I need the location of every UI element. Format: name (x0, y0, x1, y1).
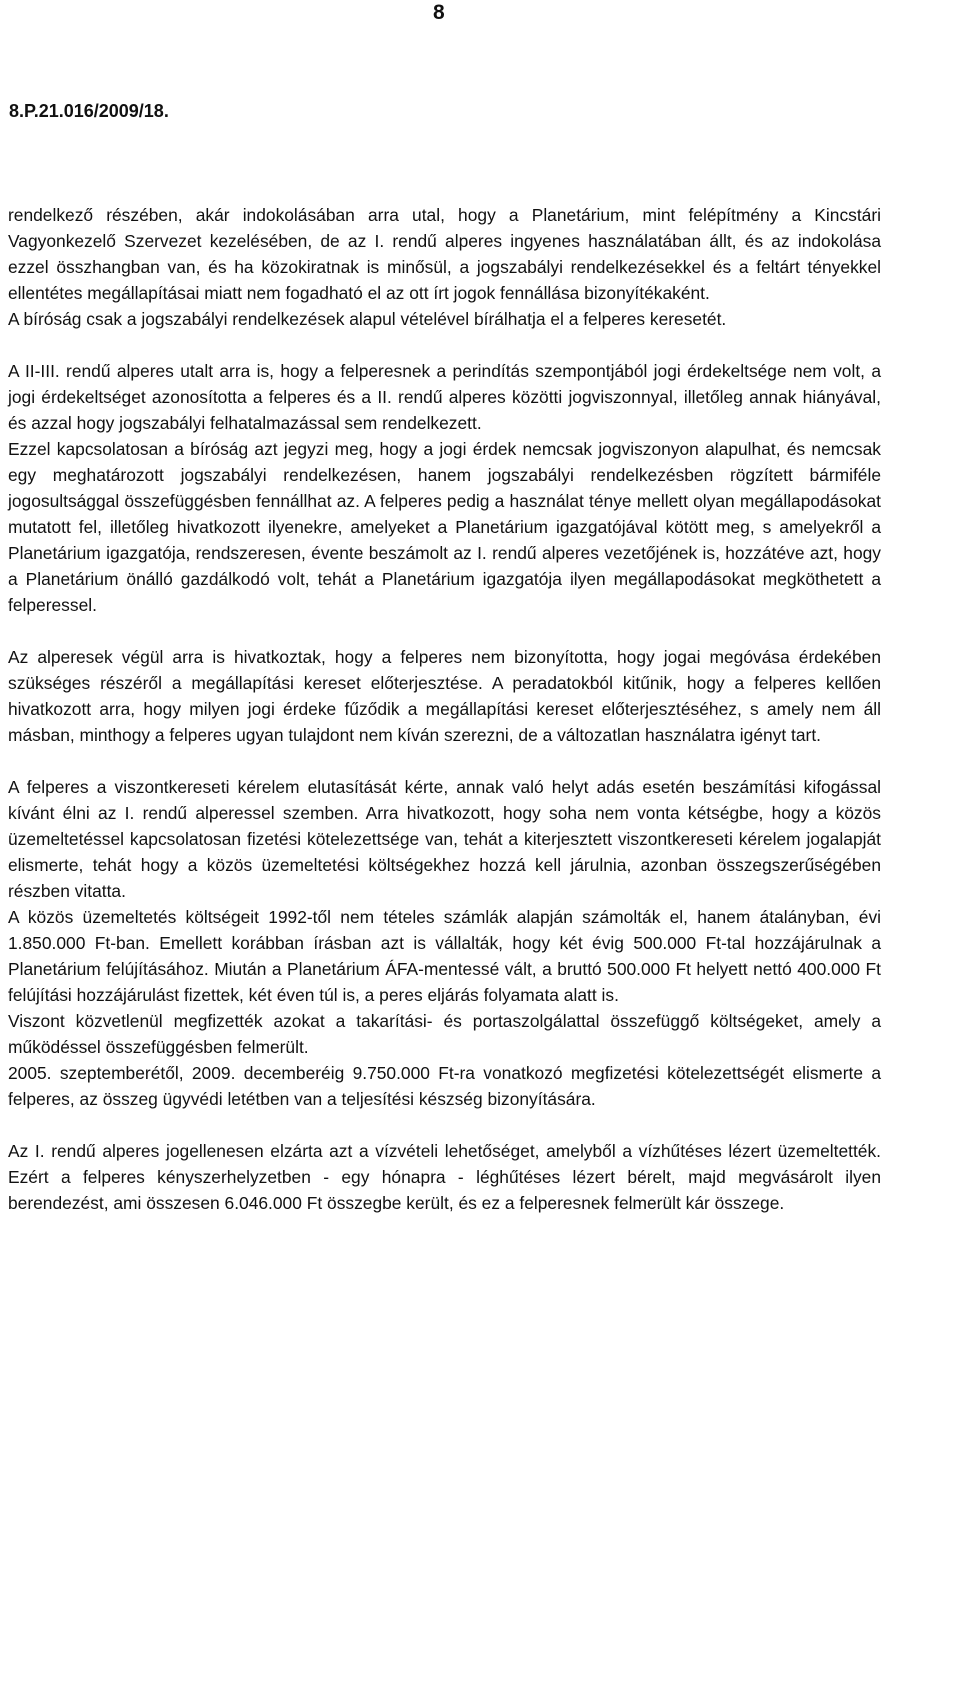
paragraph: A közös üzemeltetés költségeit 1992-től nem tételes számlák alapján számolták el, hanem átalányban, évi 1.850.000 Ft-ban. Emellett korábban írásban azt is vállalták, hogy két évig 500.000 Ft-tal hozzájárulnak a Planetárium felújításához. Miután a Planetárium ÁFA-mentessé vált, a bruttó 500.000 Ft helyett nettó 400.000 Ft felújítási hozzájárulást fizettek, két éven túl is, a peres eljárás folyamata alatt is. (8, 907, 881, 1005)
page-number: 8 (433, 1, 445, 24)
paragraph: A II-III. rendű alperes utalt arra is, hogy a felperesnek a perindítás szempontjából jogi érdekeltsége nem volt, a jogi érdekeltséget azonosította a felperes és a II. rendű alperes közötti jogviszonnyal, illetőleg annak hiányával, és azzal hogy jogszabályi felhatalmazással sem rendelkezett. (8, 361, 881, 433)
paragraph: A felperes a viszontkereseti kérelem elutasítását kérte, annak való helyt adás esetén beszámítási kifogással kívánt élni az I. rendű alperessel szemben. Arra hivatkozott, hogy soha nem vonta kétségbe, hogy a közös üzemeltetéssel kapcsolatosan fizetési kötelezettsége van, tehát a kiterjesztett viszontkereseti kérelem jogalapját elismerte, tehát hogy a közös üzemeltetési költségekhez hozzá kell járulnia, azonban összegszerűségében részben vitatta. (8, 777, 881, 901)
paragraph: rendelkező részében, akár indokolásában arra utal, hogy a Planetárium, mint felépítmény a Kincstári Vagyonkezelő Szervezet kezelésében, de az I. rendű alperes ingyenes használatában állt, és az indokolása ezzel összhangban van, és ha közokiratnak is minősül, a jogszabályi rendelkezésekkel és a feltárt tényekkel ellentétes megállapításai miatt nem fogadható el az ott írt jogok fennállása bizonyítékaként. (8, 205, 881, 303)
paragraph: 2005. szeptemberétől, 2009. decemberéig 9.750.000 Ft-ra vonatkozó megfizetési kötelezettségét elismerte a felperes, az összeg ügyvédi letétben van a teljesítési készség bizonyítására. (8, 1063, 881, 1109)
paragraph: Az I. rendű alperes jogellenesen elzárta azt a vízvételi lehetőséget, amelyből a vízhűtéses lézert üzemeltették. Ezért a felperes kényszerhelyzetben - egy hónapra - léghűtéses lézert bérelt, majd megvásárolt ilyen berendezést, ami összesen 6.046.000 Ft összegbe került, és ez a felperesnek felmerült kár összege. (8, 1141, 881, 1213)
paragraph: Viszont közvetlenül megfizették azokat a takarítási- és portaszolgálattal összefüggő költségeket, amely a működéssel összefüggésben felmerült. (8, 1011, 881, 1057)
paragraph: A bíróság csak a jogszabályi rendelkezések alapul vételével bírálhatja el a felperes keresetét. (8, 309, 727, 329)
paragraph: Az alperesek végül arra is hivatkoztak, hogy a felperes nem bizonyította, hogy jogai megóvása érdekében szükséges részéről a megállapítási kereset előterjesztése. A peradatokból kitűnik, hogy a felperes kellően hivatkozott arra, hogy milyen jogi érdeke fűződik a megállapítási kereset előterjesztéséhez, s amely nem áll másban, minthogy a felperes ugyan tulajdont nem kíván szerezni, de a változatlan használatra igényt tart. (8, 647, 881, 745)
document-body (8, 202, 881, 1216)
case-number: 8.P.21.016/2009/18. (9, 101, 169, 121)
paragraph: Ezzel kapcsolatosan a bíróság azt jegyzi meg, hogy a jogi érdek nemcsak jogviszonyon alapulhat, és nemcsak egy meghatározott jogszabályi rendelkezésen, hanem jogszabályi rendelkezésben rögzített bármiféle jogosultsággal összefüggésben fennállhat az. A felperes pedig a használat ténye mellett olyan megállapodásokat mutatott fel, illetőleg hivatkozott ilyenekre, amelyeket a Planetárium igazgatójával kötött meg, s amelyekről a Planetárium igazgatója, rendszeresen, évente beszámolt az I. rendű alperes vezetőjének is, hozzátéve azt, hogy a Planetárium önálló gazdálkodó volt, tehát a Planetárium igazgatója ilyen megállapodásokat megköthetett a felperessel. (8, 439, 881, 615)
